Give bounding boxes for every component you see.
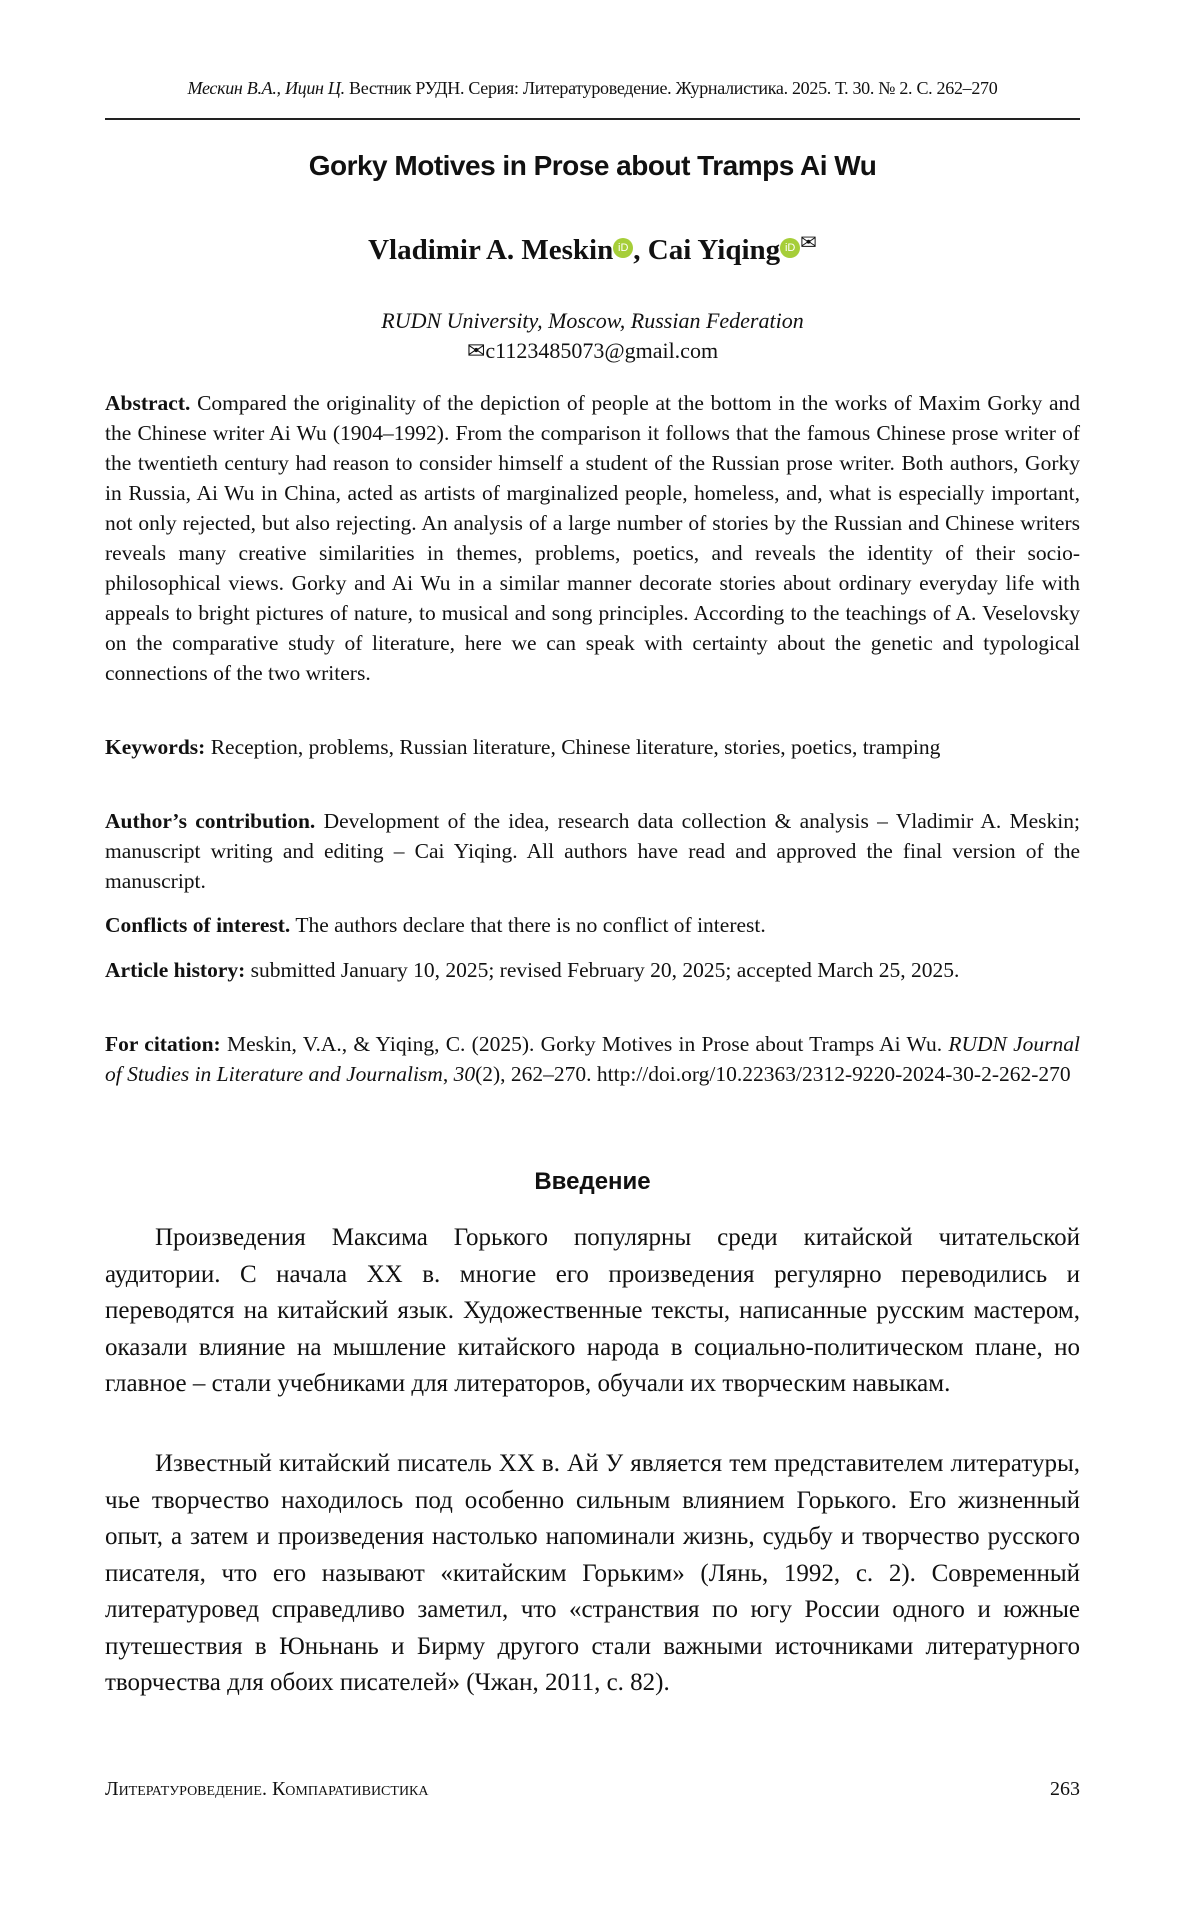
email-link[interactable]: c1123485073@gmail.com [485,338,718,363]
body-paragraph: Произведения Максима Горького популярны среди китайской читательской аудитории. С начала XX в. многие его произведения регулярно переводились и переводятся на китайский язык. Художественные тексты, написанные русским мастером, оказали влияние на мышление китайского народа в социально-политическом плане, но главное – стали учебниками для литераторов, обучали их творческим навыкам. [105,1220,1080,1403]
envelope-icon: ✉ [800,232,817,254]
conflicts-of-interest [105,910,1080,940]
abstract [105,388,1080,688]
citation-volume: 30 [454,1062,476,1086]
section-heading: Введение [105,1168,1080,1196]
keywords [105,732,1080,762]
history-text: submitted January 10, 2025; revised February 20, 2025; accepted March 25, 2025. [251,958,960,982]
author-name: Cai Yiqing [648,234,780,266]
author-contribution [105,806,1080,896]
page-number: 263 [1050,1778,1080,1801]
running-header-journal: Вестник РУДН. Серия: Литературоведение. Журналистика. 2025. Т. 30. № 2. С. 262–270 [349,78,997,98]
abstract-label: Abstract. [105,391,190,415]
conflicts-text: The authors declare that there is no conflict of interest. [295,913,765,937]
citation-doi[interactable]: (2), 262–270. http://doi.org/10.22363/2312-9220-2024-30-2-262-270 [475,1062,1071,1086]
citation-separator: , [443,1062,454,1086]
page-footer [105,1778,1080,1801]
article-history [105,955,1080,985]
conflicts-label: Conflicts of interest. [105,913,290,937]
abstract-text: Compared the originality of the depiction of people at the bottom in the works of Maxim Gorky and the Chinese writer Ai Wu (1904–1992). From the comparison it follows that the famous Chinese prose writer of the twentieth century had reason to consider himself a student of the Russian prose writer. Both authors, Gorky in Russia, Ai Wu in China, acted as artists of marginalized people, homeless, and, what is especially important, not only rejected, but also rejecting. An analysis of a large number of stories by the Russian and Chinese writers reveals many creative similarities in themes, problems, poetics, and reveals the identity of their socio- philosophical views. Gorky and Ai Wu in a similar manner decorate stories about ordinary everyday life with appeals to bright pictures of nature, to musical and song principles. According to the teachings of A. Veselovsky on the comparative study of literature, here we can speak with certainty about the genetic and typological connections of the two writers. [105,391,1080,685]
contribution-label: Author’s contribution. [105,809,315,833]
keywords-label: Keywords: [105,735,205,759]
citation-text: Meskin, V.A., & Yiqing, C. (2025). Gorky Motives in Prose about Tramps Ai Wu. [227,1032,942,1056]
article-title: Gorky Motives in Prose about Tramps Ai Wu [105,150,1080,182]
citation [105,1029,1080,1089]
author-name: Vladimir A. Meskin [368,234,613,266]
email-line [105,338,1080,364]
envelope-icon: ✉ [467,338,485,363]
running-header [105,78,1080,99]
body-paragraph: Известный китайский писатель XX в. Ай У является тем представителем литературы, чье творчество находилось под особенно сильным влиянием Горького. Его жизненный опыт, а затем и произведения настолько напоминали жизнь, судьбу и творчество русского писателя, что его называют «китайским Горьким» (Лянь, 1992, с. 2). Современный литературовед справедливо заметил, что «странствия по югу России одного и южные путешествия в Юньнань и Бирму другого стали важными источниками литературного творчества для обоих писателей» (Чжан, 2011, с. 82). [105,1446,1080,1702]
citation-label: For citation: [105,1032,221,1056]
footer-section: Литературоведение. Компаративистика [105,1778,429,1800]
author-separator: , [633,234,640,266]
citation-journal: RUDN Journal of Studies in Literature and Journalism [105,1032,1080,1086]
authors-line [105,230,1080,267]
contribution-text: Development of the idea, research data collection & analysis – Vladimir A. Meskin; manuscript writing and editing – Cai Yiqing. All authors have read and approved the final version of the manuscript. [105,809,1080,893]
running-header-authors: Мескин В.А., Ицин Ц. [188,78,345,98]
orcid-icon[interactable]: iD [780,238,800,258]
keywords-text: Reception, problems, Russian literature, Chinese literature, stories, poetics, tramping [211,735,941,759]
orcid-icon[interactable]: iD [613,238,633,258]
affiliation: RUDN University, Moscow, Russian Federation [105,308,1080,334]
history-label: Article history: [105,958,245,982]
header-rule [105,118,1080,120]
